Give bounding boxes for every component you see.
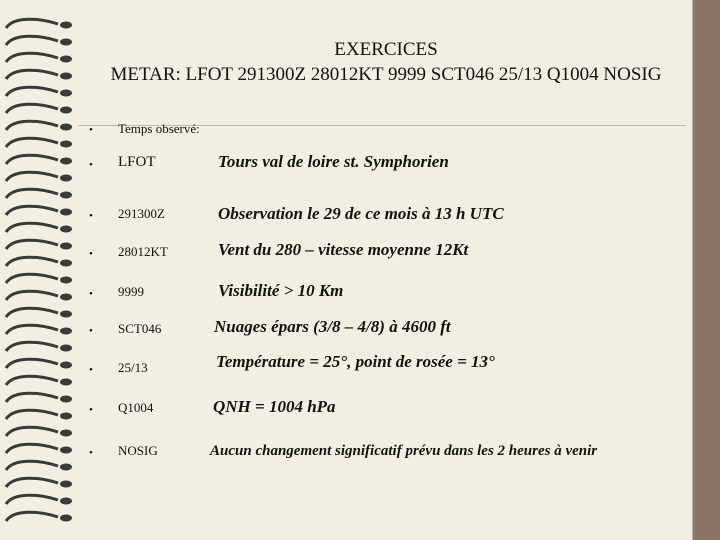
- desc-clouds: Nuages épars (3/8 – 4/8) à 4600 ft: [214, 317, 451, 336]
- metar-code-qnh: Q1004: [118, 400, 154, 415]
- desc-time: Observation le 29 de ce mois à 13 h UTC: [218, 204, 504, 223]
- spiral-hole: [60, 90, 72, 97]
- spiral-ring: [6, 19, 58, 28]
- spiral-ring: [6, 325, 58, 334]
- spiral-ring: [6, 376, 58, 385]
- spiral-ring: [6, 410, 58, 419]
- spiral-hole: [60, 192, 72, 199]
- spiral-binding: [0, 0, 80, 540]
- metar-code-station: LFOT: [118, 154, 156, 170]
- spiral-hole: [60, 226, 72, 233]
- spiral-hole: [60, 447, 72, 454]
- bullet-icon: •: [89, 159, 93, 171]
- spiral-hole: [60, 141, 72, 148]
- spiral-hole: [60, 328, 72, 335]
- spiral-hole: [60, 396, 72, 403]
- desc-visibility: Visibilité > 10 Km: [218, 281, 344, 300]
- spiral-hole: [60, 379, 72, 386]
- spiral-hole: [60, 430, 72, 437]
- section-label: Temps observé:: [118, 121, 200, 136]
- title-exercices: EXERCICES: [334, 39, 438, 60]
- spiral-hole: [60, 481, 72, 488]
- spiral-ring: [6, 427, 58, 436]
- spiral-ring: [6, 478, 58, 487]
- spiral-ring: [6, 444, 58, 453]
- bullet-icon: •: [89, 447, 93, 459]
- spiral-ring: [6, 206, 58, 215]
- spiral-hole: [60, 311, 72, 318]
- metar-code-wind: 28012KT: [118, 244, 168, 259]
- spiral-hole: [60, 56, 72, 63]
- spiral-ring: [6, 36, 58, 45]
- spiral-hole: [60, 73, 72, 80]
- desc-wind: Vent du 280 – vitesse moyenne 12Kt: [218, 240, 469, 259]
- spiral-ring: [6, 223, 58, 232]
- desc-temperature: Température = 25°, point de rosée = 13°: [216, 352, 495, 371]
- spiral-ring: [6, 121, 58, 130]
- spiral-ring: [6, 104, 58, 113]
- spiral-ring: [6, 495, 58, 504]
- spiral-ring: [6, 189, 58, 198]
- metar-code-trend: NOSIG: [118, 443, 158, 458]
- spiral-ring: [6, 291, 58, 300]
- spiral-ring: [6, 87, 58, 96]
- bullet-icon: •: [89, 288, 93, 300]
- bullet-icon: •: [89, 364, 93, 376]
- spiral-hole: [60, 362, 72, 369]
- spiral-hole: [60, 260, 72, 267]
- spiral-hole: [60, 39, 72, 46]
- metar-code-clouds: SCT046: [118, 321, 162, 336]
- spiral-hole: [60, 158, 72, 165]
- spiral-hole: [60, 413, 72, 420]
- desc-qnh: QNH = 1004 hPa: [213, 397, 336, 416]
- spiral-ring: [6, 359, 58, 368]
- bullet-icon: •: [89, 404, 93, 416]
- spiral-hole: [60, 515, 72, 522]
- spiral-ring: [6, 240, 58, 249]
- spiral-ring: [6, 512, 58, 521]
- bullet-icon: •: [89, 325, 93, 337]
- spiral-ring: [6, 308, 58, 317]
- spiral-hole: [60, 464, 72, 471]
- spiral-ring: [6, 257, 58, 266]
- spiral-ring: [6, 461, 58, 470]
- spiral-hole: [60, 498, 72, 505]
- spiral-hole: [60, 294, 72, 301]
- spiral-ring: [6, 53, 58, 62]
- spiral-ring: [6, 393, 58, 402]
- bullet-icon: •: [89, 124, 93, 136]
- spiral-hole: [60, 345, 72, 352]
- spiral-hole: [60, 209, 72, 216]
- metar-code-visibility: 9999: [118, 284, 144, 299]
- spiral-ring: [6, 138, 58, 147]
- desc-trend: Aucun changement significatif prévu dans les 2 heures à venir: [210, 443, 598, 459]
- bullet-icon: •: [89, 248, 93, 260]
- spiral-hole: [60, 175, 72, 182]
- spiral-hole: [60, 243, 72, 250]
- desc-station: Tours val de loire st. Symphorien: [218, 152, 449, 171]
- spiral-ring: [6, 70, 58, 79]
- title-metar: METAR: LFOT 291300Z 28012KT 9999 SCT046 25/13 Q1004 NOSIG: [110, 64, 662, 85]
- metar-code-time: 291300Z: [118, 206, 165, 221]
- spiral-ring: [6, 342, 58, 351]
- spiral-hole: [60, 107, 72, 114]
- spiral-ring: [6, 155, 58, 164]
- spiral-ring: [6, 172, 58, 181]
- spiral-hole: [60, 22, 72, 29]
- spiral-hole: [60, 124, 72, 131]
- spiral-ring: [6, 274, 58, 283]
- bullet-icon: •: [89, 210, 93, 222]
- metar-code-temperature: 25/13: [118, 360, 148, 375]
- spiral-hole: [60, 277, 72, 284]
